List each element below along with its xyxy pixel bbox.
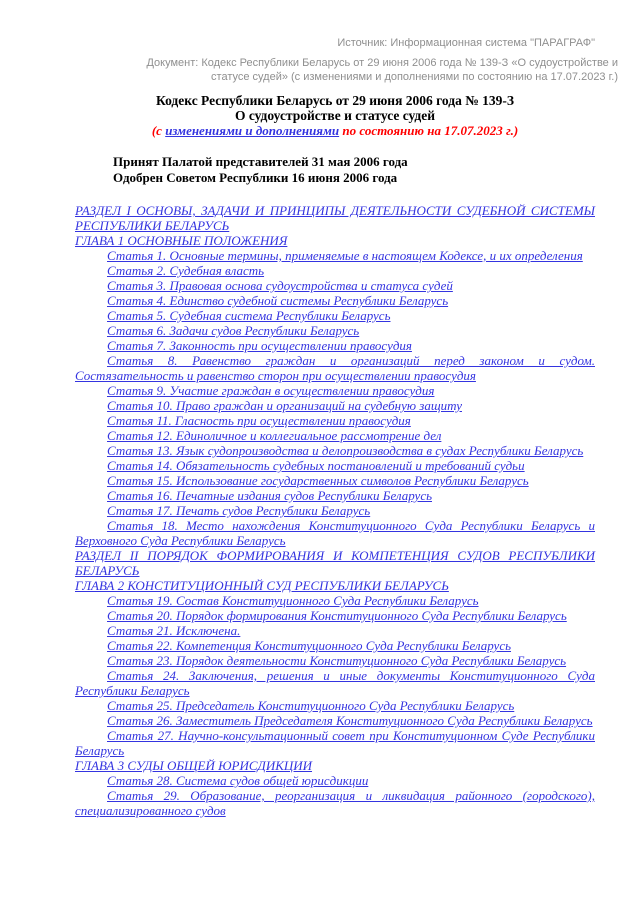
title-line1: Кодекс Республики Беларусь от 29 июня 2006 года № 139-З [155,93,515,108]
toc-article-link[interactable]: Статья 16. Печатные издания судов Республики Беларусь [107,488,432,503]
amendments-link[interactable]: изменениями и дополнениями [165,123,340,138]
approved-line: Одобрен Советом Республики 16 июня 2006 года [113,170,398,185]
toc-article-link[interactable]: Статья 24. Заключения, решения и иные документы Конституционного Суда Республики Беларусь [75,668,595,698]
toc-article-link[interactable]: Статья 22. Компетенция Конституционного Суда Республики Беларусь [107,638,512,653]
toc-article-link[interactable]: Статья 3. Правовая основа судоустройства и статуса судей [107,278,453,293]
toc-article-link[interactable]: Статья 26. Заместитель Председателя Конституционного Суда Республики Беларусь [107,713,593,728]
toc-article-link[interactable]: Статья 20. Порядок формирования Конституционного Суда Республики Беларусь [107,608,567,623]
toc-article-link[interactable]: Статья 7. Законность при осуществлении правосудия [107,338,412,353]
toc-chapter-link[interactable]: ГЛАВА 3 СУДЫ ОБЩЕЙ ЮРИСДИКЦИИ [75,758,313,773]
toc-article-link[interactable]: Статья 8. Равенство граждан и организаций перед законом и судом. Состязательность и равенство сторон при осуществлении правосудия [75,353,595,383]
toc-article-link[interactable]: Статья 13. Язык судопроизводства и делопроизводства в судах Республики Беларусь [107,443,584,458]
document-descriptor-line1: Документ: Кодекс Республики Беларусь от 29 июня 2006 года № 139-З «О судоустройстве и [146,57,618,69]
toc-article-link[interactable]: Статья 23. Порядок деятельности Конституционного Суда Республики Беларусь [107,653,567,668]
toc-article-link[interactable]: Статья 17. Печать судов Республики Беларусь [107,503,371,518]
amendment-prefix: (с [151,123,166,138]
table-of-contents [75,203,595,818]
toc-article-link[interactable]: Статья 9. Участие граждан в осуществлении правосудия [107,383,435,398]
toc-article-link[interactable]: Статья 28. Система судов общей юрисдикции [107,773,369,788]
toc-article-link[interactable]: Статья 15. Использование государственных символов Республики Беларусь [107,473,529,488]
toc-article-link[interactable]: Статья 5. Судебная система Республики Беларусь [107,308,391,323]
amendment-note [75,123,595,138]
document-descriptor-line2: статусе судей» (с изменениями и дополнениями по состоянию на 17.07.2023 г.) [211,71,618,83]
toc-article-link[interactable]: Статья 12. Единоличное и коллегиальное рассмотрение дел [107,428,442,443]
toc-article-link[interactable]: Статья 1. Основные термины, применяемые в настоящем Кодексе, и их определения [107,248,583,263]
toc-article-link[interactable]: Статья 25. Председатель Конституционного Суда Республики Беларусь [107,698,515,713]
toc-section-link[interactable]: РАЗДЕЛ I ОСНОВЫ, ЗАДАЧИ И ПРИНЦИПЫ ДЕЯТЕЛЬНОСТИ СУДЕБНОЙ СИСТЕМЫ РЕСПУБЛИКИ БЕЛАРУСЬ [75,203,595,233]
toc-article-link[interactable]: Статья 2. Судебная власть [107,263,265,278]
adoption-block [113,154,595,186]
toc-section-link[interactable]: РАЗДЕЛ II ПОРЯДОК ФОРМИРОВАНИЯ И КОМПЕТЕНЦИЯ СУДОВ РЕСПУБЛИКИ БЕЛАРУСЬ [75,548,595,578]
amendment-suffix: по состоянию на 17.07.2023 г.) [339,123,519,138]
source-attribution: Источник: Информационная система "ПАРАГРАФ" [337,37,595,49]
toc-chapter-link[interactable]: ГЛАВА 1 ОСНОВНЫЕ ПОЛОЖЕНИЯ [75,233,288,248]
toc-article-link[interactable]: Статья 10. Право граждан и организаций на судебную защиту [107,398,462,413]
toc-article-link[interactable]: Статья 4. Единство судебной системы Республики Беларусь [107,293,449,308]
toc-chapter-link[interactable]: ГЛАВА 2 КОНСТИТУЦИОННЫЙ СУД РЕСПУБЛИКИ БЕЛАРУСЬ [75,578,449,593]
toc-article-link[interactable]: Статья 6. Задачи судов Республики Беларусь [107,323,360,338]
toc-article-link[interactable]: Статья 18. Место нахождения Конституционного Суда Республики Беларусь и Верховного Суда Республики Беларусь [75,518,595,548]
title-line2: О судоустройстве и статусе судей [234,108,436,123]
toc-article-link[interactable]: Статья 21. Исключена. [107,623,241,638]
document-body [75,93,595,818]
document-descriptor [121,56,618,84]
toc-article-link[interactable]: Статья 14. Обязательность судебных постановлений и требований судьи [107,458,525,473]
toc-article-link[interactable]: Статья 27. Научно-консультационный совет при Конституционном Суде Республики Беларусь [75,728,595,758]
toc-article-link[interactable]: Статья 29. Образование, реорганизация и ликвидация районного (городского), специализированного судов [75,788,595,818]
toc-article-link[interactable]: Статья 11. Гласность при осуществлении правосудия [107,413,411,428]
adopted-line: Принят Палатой представителей 31 мая 2006 года [113,154,408,169]
document-title [75,93,595,138]
toc-article-link[interactable]: Статья 19. Состав Конституционного Суда Республики Беларусь [107,593,479,608]
